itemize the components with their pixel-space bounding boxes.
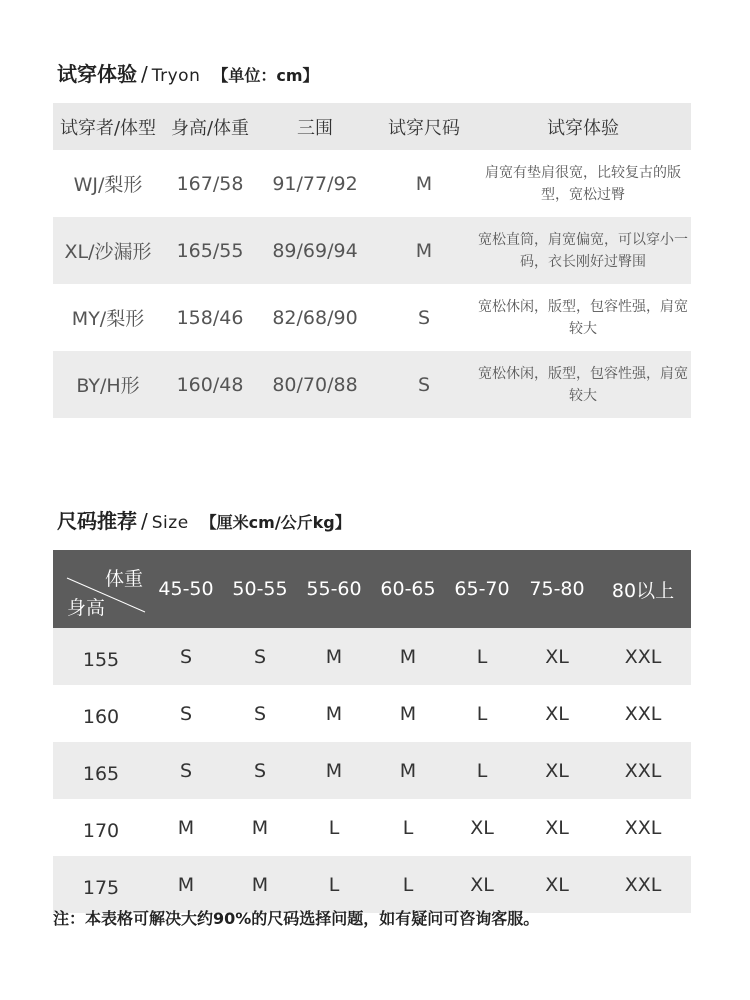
tryon-cell-height-weight: 158/46: [176, 306, 244, 329]
size-cell: M: [223, 856, 297, 913]
tryon-header-row: [53, 103, 691, 150]
weight-header-cell: 75-80: [519, 550, 595, 628]
tryon-cell-height-weight: 160/48: [163, 351, 257, 418]
tryon-row: [53, 351, 691, 418]
size-cell: S: [179, 702, 193, 725]
size-title-separator: /: [141, 509, 148, 533]
height-cell: 160: [82, 705, 120, 728]
size-cell: XL: [470, 816, 494, 839]
size-cell: M: [297, 742, 371, 799]
size-section-title: [57, 505, 351, 534]
tryon-header-cell: 试穿尺码: [373, 103, 475, 150]
size-cell: L: [328, 816, 340, 839]
size-row: [53, 742, 691, 799]
tryon-table: [53, 103, 691, 418]
tryon-unit-label: 【单位：cm】: [212, 66, 319, 85]
weight-header-cell: 60-65: [371, 550, 445, 628]
tryon-cell-size: M: [415, 172, 433, 195]
tryon-header-cell: 三围: [257, 103, 373, 150]
tryon-header-cell: 试穿体验: [475, 103, 691, 150]
footnote: 注：本表格可解决大约90%的尺码选择问题，如有疑问可咨询客服。: [53, 909, 540, 928]
corner-height-label: 身高: [67, 597, 106, 619]
weight-header-cell: 50-55: [223, 550, 297, 628]
size-cell: S: [223, 628, 297, 685]
size-cell: XL: [545, 816, 569, 839]
size-cell: M: [399, 702, 417, 725]
size-cell: M: [325, 702, 343, 725]
size-cell: XXL: [595, 856, 691, 913]
tryon-cell-experience: 宽松直筒，肩宽偏宽，可以穿小一码，衣长刚好过臀围: [475, 217, 691, 284]
tryon-cell-height-weight: 167/58: [176, 172, 244, 195]
tryon-title-en: Tryon: [151, 66, 201, 86]
tryon-cell-size: M: [373, 217, 475, 284]
size-cell: XL: [519, 742, 595, 799]
tryon-title-cn: 试穿体验: [57, 62, 137, 86]
size-row: [53, 685, 691, 742]
tryon-cell-tester: WJ/梨形: [73, 174, 143, 196]
tryon-cell-tester: MY/梨形: [71, 308, 145, 330]
weight-header-cell: 80以上: [595, 550, 691, 628]
tryon-cell-size: S: [417, 306, 431, 329]
size-cell: L: [445, 742, 519, 799]
size-cell: XL: [445, 856, 519, 913]
size-cell: XL: [519, 628, 595, 685]
size-cell: XXL: [624, 816, 662, 839]
weight-header-cell: 65-70: [445, 550, 519, 628]
size-header-row: [53, 550, 691, 628]
size-cell: M: [297, 628, 371, 685]
size-cell: M: [177, 816, 195, 839]
tryon-header-cell: 试穿者/体型: [53, 103, 163, 150]
size-cell: XL: [545, 702, 569, 725]
corner-weight-label: 体重: [104, 568, 143, 590]
size-cell: M: [371, 742, 445, 799]
size-cell: L: [476, 702, 488, 725]
size-title-en: Size: [151, 513, 189, 533]
size-recommendation-table: [53, 550, 691, 913]
size-cell: S: [149, 628, 223, 685]
size-cell: XXL: [595, 742, 691, 799]
tryon-cell-size: S: [373, 351, 475, 418]
height-cell: 155: [53, 628, 149, 685]
size-row: [53, 628, 691, 685]
tryon-title-separator: /: [141, 62, 148, 86]
tryon-section-title: [57, 58, 319, 87]
tryon-cell-experience: 宽松休闲，版型，包容性强，肩宽较大: [478, 298, 688, 337]
size-cell: XL: [519, 856, 595, 913]
tryon-cell-measurements: 82/68/90: [272, 306, 358, 329]
size-cell: L: [445, 628, 519, 685]
size-row: [53, 856, 691, 913]
tryon-header-cell: 身高/体重: [163, 103, 257, 150]
size-row: [53, 799, 691, 856]
size-cell: XXL: [624, 702, 662, 725]
size-cell: S: [253, 702, 267, 725]
size-cell: M: [251, 816, 269, 839]
size-title-cn: 尺码推荐: [57, 509, 137, 533]
size-cell: M: [149, 856, 223, 913]
size-cell: XXL: [595, 628, 691, 685]
height-cell: 165: [53, 742, 149, 799]
weight-header-cell: 55-60: [297, 550, 371, 628]
tryon-cell-measurements: 80/70/88: [257, 351, 373, 418]
tryon-cell-tester: BY/H形: [53, 351, 163, 418]
size-cell: L: [297, 856, 371, 913]
size-unit-label: 【厘米cm/公斤kg】: [200, 513, 351, 532]
tryon-row: [53, 150, 691, 217]
size-cell: S: [149, 742, 223, 799]
height-cell: 175: [53, 856, 149, 913]
size-cell: S: [223, 742, 297, 799]
size-cell: L: [371, 856, 445, 913]
tryon-cell-measurements: 91/77/92: [272, 172, 358, 195]
weight-header-cell: 45-50: [149, 550, 223, 628]
size-cell: L: [402, 816, 414, 839]
size-corner-cell: [53, 550, 149, 628]
tryon-cell-height-weight: 165/55: [163, 217, 257, 284]
tryon-row: [53, 217, 691, 284]
tryon-row: [53, 284, 691, 351]
tryon-cell-experience: 肩宽有垫肩很宽，比较复古的版型，宽松过臀: [485, 164, 681, 203]
height-cell: 170: [82, 819, 120, 842]
tryon-cell-tester: XL/沙漏形: [53, 217, 163, 284]
tryon-cell-experience: 宽松休闲，版型，包容性强，肩宽较大: [475, 351, 691, 418]
size-cell: M: [371, 628, 445, 685]
tryon-cell-measurements: 89/69/94: [257, 217, 373, 284]
